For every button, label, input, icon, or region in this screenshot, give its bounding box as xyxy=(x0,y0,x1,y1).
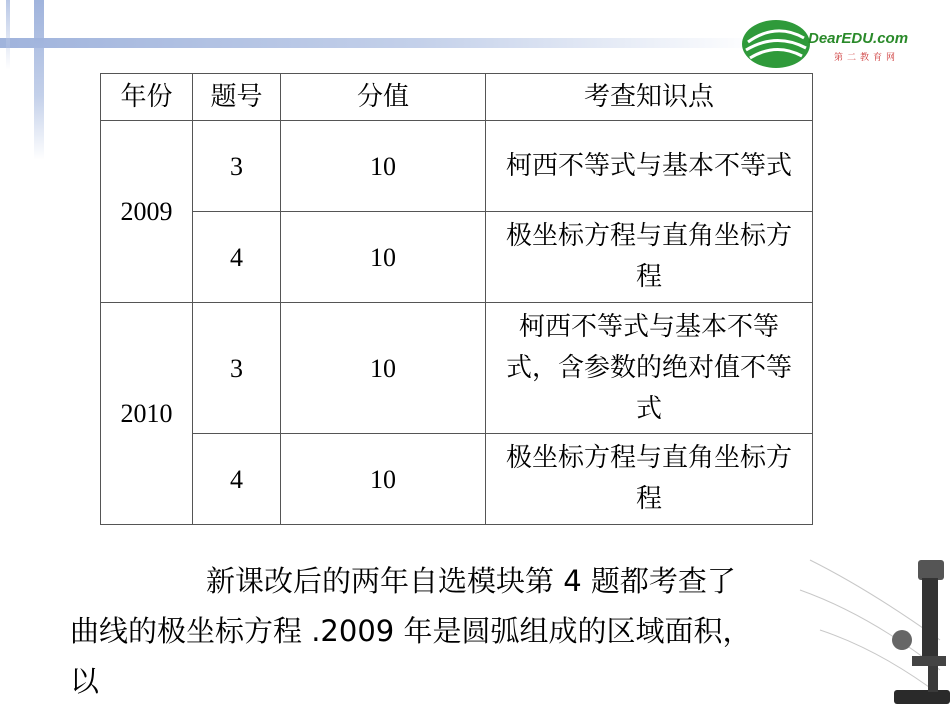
paragraph-line-1: 新课改后的两年自选模块第 4 题都考查了 xyxy=(206,564,736,598)
table-row xyxy=(101,212,813,303)
decorative-vertical-line xyxy=(34,0,44,160)
paragraph-line-2: 曲线的极坐标方程 .2009 年是圆弧组成的区域面积， xyxy=(70,614,752,648)
header-topic: 考查知识点 xyxy=(486,74,813,121)
paragraph-line-3: 以 xyxy=(70,664,100,698)
paragraph-line xyxy=(70,556,890,606)
table-row xyxy=(101,303,813,434)
topic-text: 柯西不等式与基本不等式 xyxy=(505,150,792,181)
topic-text: 柯西不等式与基本不等式，含参数的绝对值不等式 xyxy=(505,311,792,424)
year-cell: 2010 xyxy=(101,303,193,525)
logo-subtext: 第二教育网 xyxy=(834,53,900,63)
topic-text: 极坐标方程与直角坐标方程 xyxy=(505,443,792,514)
year-cell: 2009 xyxy=(101,121,193,303)
score-cell: 10 xyxy=(281,121,486,212)
score-cell: 10 xyxy=(281,434,486,525)
number-cell: 4 xyxy=(193,212,281,303)
decorative-horizontal-line xyxy=(0,38,760,48)
number-cell: 3 xyxy=(193,303,281,434)
topic-cell xyxy=(486,434,813,525)
table-header-row xyxy=(101,74,813,121)
topic-cell xyxy=(486,121,813,212)
topic-cell xyxy=(486,212,813,303)
topic-text: 极坐标方程与直角坐标方程 xyxy=(505,221,792,292)
topic-cell xyxy=(486,303,813,434)
logo-text: DearEDU.com xyxy=(808,30,909,47)
score-cell: 10 xyxy=(281,212,486,303)
exam-table xyxy=(100,73,813,525)
table-row xyxy=(101,434,813,525)
table-row xyxy=(101,121,813,212)
decorative-vertical-line-thin xyxy=(6,0,10,70)
header-number: 题号 xyxy=(193,74,281,121)
score-cell: 10 xyxy=(281,303,486,434)
number-cell: 4 xyxy=(193,434,281,525)
number-cell: 3 xyxy=(193,121,281,212)
body-paragraph xyxy=(70,556,890,706)
header-year: 年份 xyxy=(101,74,193,121)
header-score: 分值 xyxy=(281,74,486,121)
